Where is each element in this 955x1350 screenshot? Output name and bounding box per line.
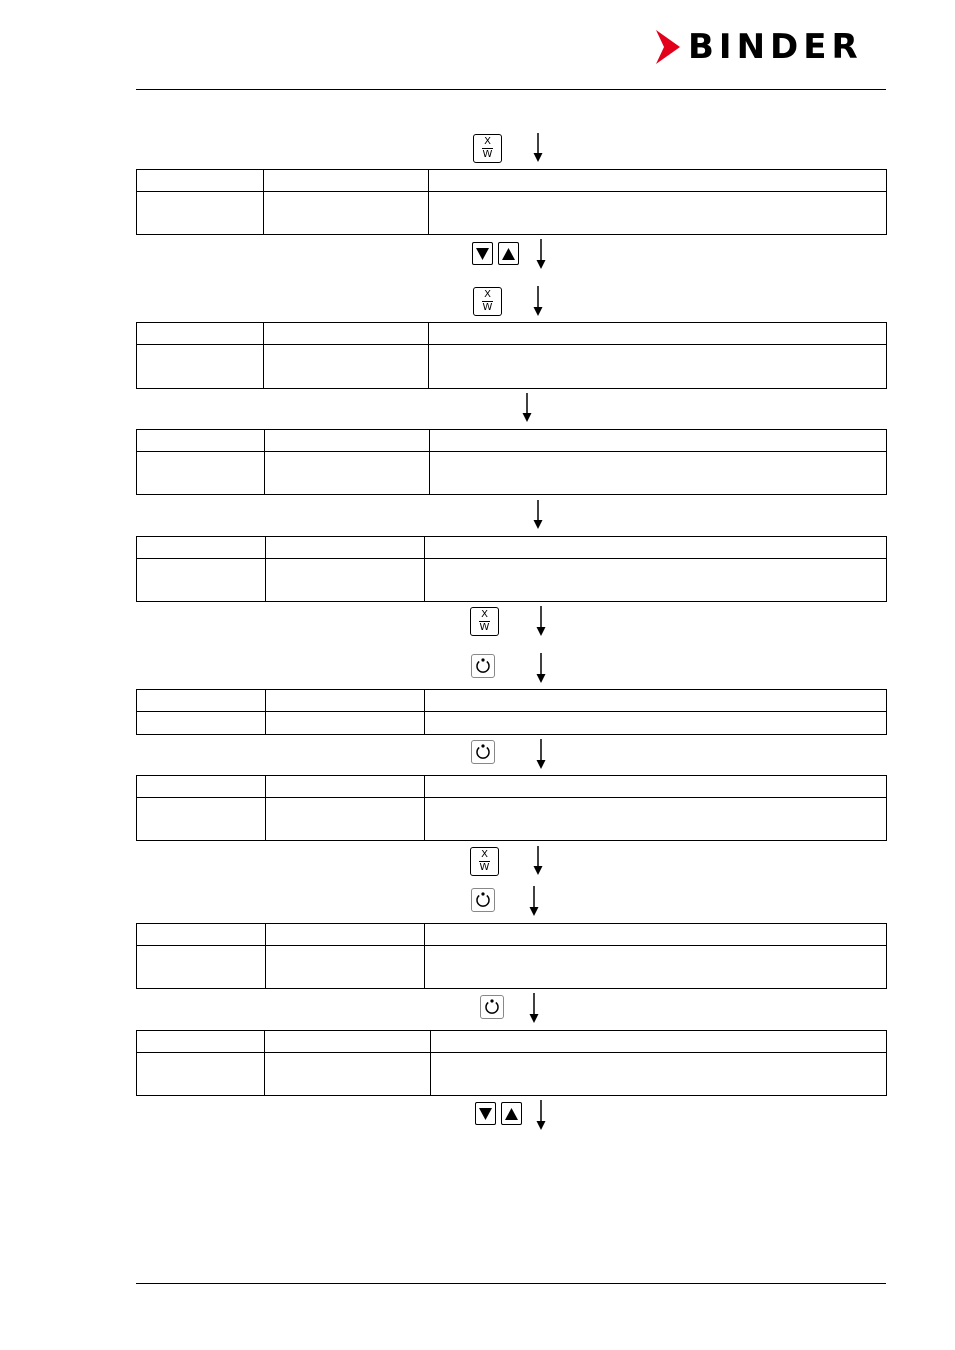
parameter-table xyxy=(136,775,887,841)
flow-arrow-icon xyxy=(535,239,547,269)
parameter-table xyxy=(136,1030,887,1096)
program-key-button[interactable] xyxy=(471,740,495,764)
flow-arrow-icon xyxy=(532,133,544,162)
flow-arrow-icon xyxy=(535,1100,547,1130)
flow-arrow-icon xyxy=(528,886,540,916)
triangle-down-icon xyxy=(479,1108,492,1120)
parameter-table xyxy=(136,923,887,989)
parameter-table xyxy=(136,429,887,495)
flow-arrow-icon xyxy=(535,739,547,769)
binder-chevron-logo-icon xyxy=(656,30,680,64)
parameter-table xyxy=(136,322,887,389)
program-cycle-icon xyxy=(474,743,492,761)
parameter-table xyxy=(136,689,887,735)
brand-name: BINDER xyxy=(688,27,863,67)
header-rule xyxy=(136,89,886,90)
flow-arrow-icon xyxy=(532,500,544,529)
program-cycle-icon xyxy=(474,891,492,909)
program-key-button[interactable] xyxy=(480,995,504,1019)
program-cycle-icon xyxy=(474,657,492,675)
triangle-up-icon xyxy=(502,248,515,260)
xw-key-button[interactable]: X W xyxy=(473,134,502,163)
triangle-up-icon xyxy=(505,1108,518,1120)
flow-arrow-icon xyxy=(528,993,540,1023)
footer-rule xyxy=(136,1283,886,1284)
parameter-table xyxy=(136,169,887,235)
flow-arrow-icon xyxy=(521,393,533,422)
xw-key-button[interactable]: X W xyxy=(470,607,499,636)
program-key-button[interactable] xyxy=(471,888,495,912)
up-key-button[interactable] xyxy=(501,1102,522,1125)
xw-key-button[interactable]: X W xyxy=(470,847,499,876)
down-key-button[interactable] xyxy=(472,242,493,265)
program-cycle-icon xyxy=(483,998,501,1016)
flow-arrow-icon xyxy=(535,606,547,636)
parameter-table xyxy=(136,536,887,602)
flow-arrow-icon xyxy=(532,286,544,316)
triangle-down-icon xyxy=(476,248,489,260)
flow-arrow-icon xyxy=(535,653,547,683)
up-key-button[interactable] xyxy=(498,242,519,265)
down-key-button[interactable] xyxy=(475,1102,496,1125)
flow-arrow-icon xyxy=(532,846,544,875)
xw-key-button[interactable]: X W xyxy=(473,287,502,316)
binder-logo xyxy=(656,27,863,67)
program-key-button[interactable] xyxy=(471,654,495,678)
